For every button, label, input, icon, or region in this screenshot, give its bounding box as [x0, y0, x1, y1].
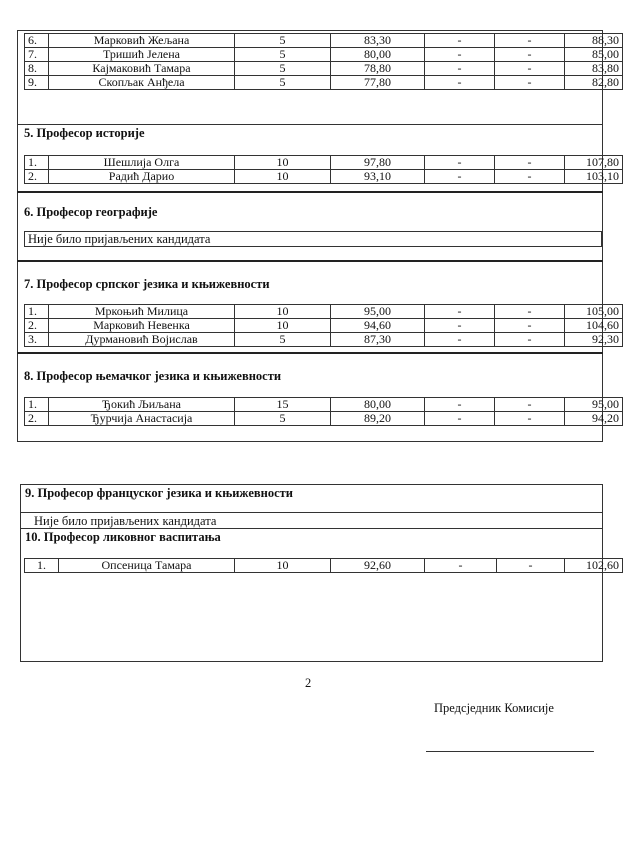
score-d: - — [495, 48, 565, 62]
table-row — [25, 412, 623, 426]
score-a: 10 — [235, 305, 331, 319]
row-number: 2. — [25, 319, 49, 333]
score-total: 82,80 — [565, 76, 623, 90]
candidate-name: Радић Дарио — [49, 170, 235, 184]
section-heading: 6. Професор географије — [24, 205, 158, 219]
section-heading: 7. Професор српског језика и књижевности — [24, 277, 270, 291]
score-total: 92,30 — [565, 333, 623, 347]
table-row — [25, 559, 623, 573]
score-a: 5 — [235, 333, 331, 347]
row-number: 1. — [25, 559, 59, 573]
signature-label: Предсједник Комисије — [434, 701, 554, 715]
score-c: - — [425, 156, 495, 170]
score-d: - — [495, 62, 565, 76]
score-c: - — [425, 170, 495, 184]
score-b: 77,80 — [331, 76, 425, 90]
score-d: - — [495, 76, 565, 90]
candidate-name: Шешлија Олга — [49, 156, 235, 170]
score-a: 10 — [235, 170, 331, 184]
section-heading: 10. Професор ликовног васпитања — [25, 530, 221, 544]
section-divider — [17, 260, 603, 262]
score-c: - — [425, 333, 495, 347]
score-total: 95,00 — [565, 398, 623, 412]
score-b: 94,60 — [331, 319, 425, 333]
table-row — [25, 156, 623, 170]
candidate-name: Скопљак Анђела — [49, 76, 235, 90]
score-b: 80,00 — [331, 48, 425, 62]
score-d: - — [497, 559, 565, 573]
no-candidates-note: Није било пријављених кандидата — [28, 232, 211, 246]
row-number: 1. — [25, 156, 49, 170]
score-total: 88,30 — [565, 34, 623, 48]
score-c: - — [425, 305, 495, 319]
score-c: - — [425, 62, 495, 76]
row-number: 6. — [25, 34, 49, 48]
score-b: 80,00 — [331, 398, 425, 412]
section-divider — [17, 352, 603, 354]
score-c: - — [425, 48, 495, 62]
table-row — [25, 170, 623, 184]
section-divider — [17, 191, 603, 193]
table-art — [24, 558, 623, 573]
score-d: - — [495, 305, 565, 319]
candidate-name: Марковић Невенка — [49, 319, 235, 333]
table-german — [24, 397, 623, 426]
candidate-name: Дурмановић Војислав — [49, 333, 235, 347]
table-row — [25, 34, 623, 48]
score-b: 89,20 — [331, 412, 425, 426]
score-b: 78,80 — [331, 62, 425, 76]
score-c: - — [425, 319, 495, 333]
table-continuation — [24, 33, 623, 90]
score-total: 94,20 — [565, 412, 623, 426]
score-a: 15 — [235, 398, 331, 412]
score-d: - — [495, 319, 565, 333]
row-number: 8. — [25, 62, 49, 76]
section-heading: 9. Професор француског језика и књижевности — [25, 486, 293, 500]
table-row — [25, 76, 623, 90]
note-frame-top — [20, 512, 603, 513]
score-a: 10 — [235, 559, 331, 573]
score-a: 5 — [235, 48, 331, 62]
score-c: - — [425, 76, 495, 90]
score-b: 95,00 — [331, 305, 425, 319]
score-b: 93,10 — [331, 170, 425, 184]
table-history — [24, 155, 623, 184]
score-c: - — [425, 34, 495, 48]
score-b: 83,30 — [331, 34, 425, 48]
score-c: - — [425, 559, 497, 573]
score-total: 85,00 — [565, 48, 623, 62]
table-row — [25, 333, 623, 347]
score-a: 5 — [235, 62, 331, 76]
candidate-name: Кајмаковић Тамара — [49, 62, 235, 76]
candidate-name: Ђокић Љиљана — [49, 398, 235, 412]
score-total: 103,10 — [565, 170, 623, 184]
score-b: 97,80 — [331, 156, 425, 170]
score-d: - — [495, 333, 565, 347]
score-b: 87,30 — [331, 333, 425, 347]
row-number: 7. — [25, 48, 49, 62]
table-row — [25, 398, 623, 412]
score-total: 105,00 — [565, 305, 623, 319]
lower-block-frame — [20, 484, 603, 662]
table-row — [25, 48, 623, 62]
row-number: 1. — [25, 305, 49, 319]
score-d: - — [495, 398, 565, 412]
row-number: 9. — [25, 76, 49, 90]
score-total: 107,80 — [565, 156, 623, 170]
candidate-name: Ђурчија Анастасија — [49, 412, 235, 426]
score-total: 83,80 — [565, 62, 623, 76]
page-number: 2 — [305, 676, 312, 690]
table-row — [25, 62, 623, 76]
score-a: 5 — [235, 412, 331, 426]
candidate-name: Марковић Жељана — [49, 34, 235, 48]
score-d: - — [495, 412, 565, 426]
score-a: 5 — [235, 76, 331, 90]
row-number: 1. — [25, 398, 49, 412]
score-c: - — [425, 412, 495, 426]
score-b: 92,60 — [331, 559, 425, 573]
score-d: - — [495, 156, 565, 170]
section-divider — [17, 124, 603, 125]
candidate-name: Тришић Јелена — [49, 48, 235, 62]
row-number: 2. — [25, 170, 49, 184]
score-d: - — [495, 170, 565, 184]
score-total: 102,60 — [565, 559, 623, 573]
table-row — [25, 305, 623, 319]
score-d: - — [495, 34, 565, 48]
signature-line — [426, 751, 594, 752]
section-heading: 8. Професор њемачког језика и књижевности — [24, 369, 282, 383]
score-a: 10 — [235, 156, 331, 170]
table-serbian — [24, 304, 623, 347]
candidate-name: Опсеница Тамара — [59, 559, 235, 573]
score-a: 10 — [235, 319, 331, 333]
no-candidates-note: Није било пријављених кандидата — [34, 514, 217, 528]
row-number: 2. — [25, 412, 49, 426]
score-a: 5 — [235, 34, 331, 48]
row-number: 3. — [25, 333, 49, 347]
section-heading: 5. Професор историје — [24, 126, 145, 140]
table-row — [25, 319, 623, 333]
section-divider — [20, 528, 603, 529]
score-total: 104,60 — [565, 319, 623, 333]
candidate-name: Мркоњић Милица — [49, 305, 235, 319]
score-c: - — [425, 398, 495, 412]
